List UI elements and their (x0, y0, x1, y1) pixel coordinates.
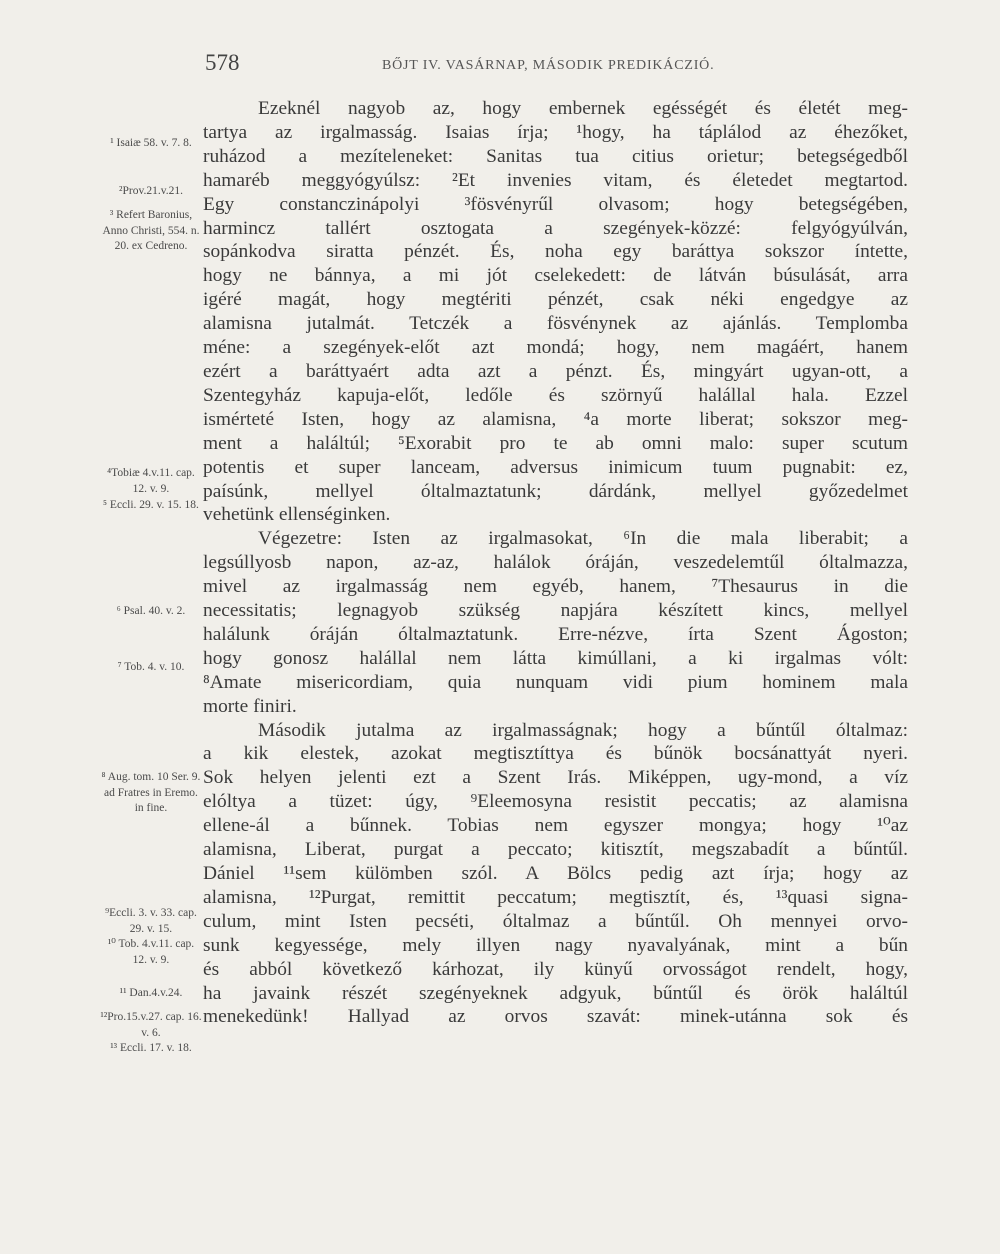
text-line: Második jutalma az irgalmasságnak; hogy a bűntűl óltalmaz: (258, 719, 908, 741)
text-line: elóltya a tüzet: úgy, ⁹Eleemosyna resistit peccatis; az alamisna (203, 791, 908, 813)
margin-note: ³ Refert Baronius, Anno Christi, 554. n. 20. ex Cedreno. (102, 209, 200, 252)
margin-note: ⁷ Tob. 4. v. 10. (117, 661, 185, 673)
text-line: méne: a szegények-előt azt mondá; hogy, nem magáért, hanem (203, 337, 908, 359)
margin-note: ¹²Pro.15.v.27. cap. 16. v. 6. (100, 1011, 202, 1039)
margin-note: ¹⁰ Tob. 4.v.11. cap. 12. v. 9. (107, 938, 195, 966)
text-line: necessitatis; legnagyob szükség napjára készített kincs, mellyel (203, 600, 908, 622)
text-line: culum, mint Isten pecséti, óltalmaz a bűntűl. Oh mennyei orvo- (203, 910, 908, 932)
text-line: harmincz tallért osztogata a szegények-közzé: felgyógyúlván, (203, 217, 908, 239)
text-line: paísúnk, mellyel óltalmaztatunk; dárdánk, mellyel győzedelmet (203, 480, 908, 502)
text-line: alamisna jutalmát. Tetczék a fösvénynek az ajánlás. Templomba (203, 313, 908, 335)
text-line: alamisna, Liberat, purgat a peccato; kitisztít, megszabadít a bűntűl. (203, 839, 908, 861)
text-line: potentis et super lanceam, adversus inimicum tuum pugnabit: ez, (203, 456, 908, 478)
text-line: Szentegyház kapuja-előt, ledőle és szörnyű halállal hala. Ezzel (203, 384, 908, 406)
text-line: ⁸Amate misericordiam, quia nunquam vidi pium hominem mala (203, 671, 908, 693)
text-line: ezért a baráttyaért adta azt a pénzt. És, mingyárt ugyan-ott, a (203, 360, 908, 382)
margin-note: ⁹Eccli. 3. v. 33. cap. 29. v. 15. (105, 907, 197, 935)
text-line: hamaréb meggyógyúlsz: ²Et invenies vitam, és életedet megtartod. (203, 169, 908, 191)
text-line: igéré magát, hogy megtériti pénzét, csak néki engedgye az (203, 289, 908, 311)
text-line: ellene-ál a bűnnek. Tobias nem egyszer mongya; hogy ¹⁰az (203, 815, 908, 837)
text-line: ismérteté Isten, hogy az alamisna, ⁴a morte liberat; sokszor meg- (203, 408, 908, 430)
margin-note: ⁸ Aug. tom. 10 Ser. 9. ad Fratres in Eremo. in fine. (101, 771, 201, 814)
text-line: Sok helyen jelenti ezt a Szent Irás. Miképpen, ugy-mond, a víz (203, 767, 908, 789)
text-line: Ezeknél nagyob az, hogy embernek egésségét és életét meg- (258, 98, 908, 119)
margin-note: ¹ Isaiæ 58. v. 7. 8. (110, 137, 192, 149)
text-line: a kik elestek, azokat megtisztíttya és bűnök bocsánattyát nyeri. (203, 743, 908, 765)
text-line: ruházod a mezíteleneket: Sanitas tua citius orietur; betegségedből (203, 145, 908, 167)
text-line: legsúllyosb napon, az-az, halálok óráján, veszedelemtűl óltalmazza, (203, 552, 908, 574)
text-line: Egy constanczinápolyi ³fösvényrűl olvasom; hogy betegségében, (203, 193, 908, 215)
body-text (203, 97, 908, 1029)
margin-note: ⁶ Psal. 40. v. 2. (116, 605, 186, 617)
margin-note: ²Prov.21.v.21. (119, 185, 183, 197)
running-title: BŐJT IV. VASÁRNAP, MÁSODIK PREDIKÁCZIÓ. (382, 58, 715, 73)
text-line: Dániel ¹¹sem külömben szól. A Bölcs pedig azt írja; hogy az (203, 863, 908, 884)
page-number: 578 (205, 50, 240, 75)
text-line: sunk kegyessége, mely illyen nagy nyavalyának, mint a bűn (203, 934, 908, 956)
margin-note: ¹¹ Dan.4.v.24. (119, 987, 183, 999)
text-line: ment a haláltúl; ⁵Exorabit pro te ab omni malo: super scutum (203, 432, 908, 454)
text-line: menekedünk! Hallyad az orvos szavát: minek-utánna sok és (203, 1006, 908, 1028)
text-line: és abból következő kárhozat, ily künyű orvosságot rendelt, hogy, (203, 958, 908, 980)
text-line: sopánkodva siratta pénzét. És, noha egy baráttya sokszor íntette, (203, 241, 908, 263)
text-line: hogy ne bánnya, a mi jót cselekedett: de látván búsulását, arra (203, 265, 908, 287)
text-line: morte finiri. (203, 695, 297, 717)
text-line: Végezetre: Isten az irgalmasokat, ⁶In die mala liberabit; a (258, 528, 908, 550)
page-header (0, 50, 1000, 80)
margin-note: ⁴Tobiæ 4.v.11. cap. 12. v. 9. (107, 467, 195, 495)
text-line: ha javaink részét szegényeknek adgyuk, bűntűl és örök haláltúl (203, 982, 908, 1004)
text-line: halálunk óráján óltalmaztatunk. Erre-nézve, írta Szent Ágoston; (203, 623, 908, 645)
text-line: alamisna, ¹²Purgat, remittit peccatum; megtisztít, és, ¹³quasi signa- (203, 886, 908, 908)
margin-note: ¹³ Eccli. 17. v. 18. (110, 1042, 192, 1054)
text-line: mivel az irgalmasság nem egyéb, hanem, ⁷Thesaurus in die (203, 576, 908, 598)
text-line: tartya az irgalmasság. Isaias írja; ¹hogy, ha táplálod az éhezőket, (203, 121, 908, 143)
text-line: vehetünk ellenséginken. (203, 504, 391, 526)
margin-note: ⁵ Eccli. 29. v. 15. 18. (103, 499, 199, 511)
text-line: hogy gonosz halállal nem látta kimúllani, a ki irgalmas vólt: (203, 647, 908, 669)
